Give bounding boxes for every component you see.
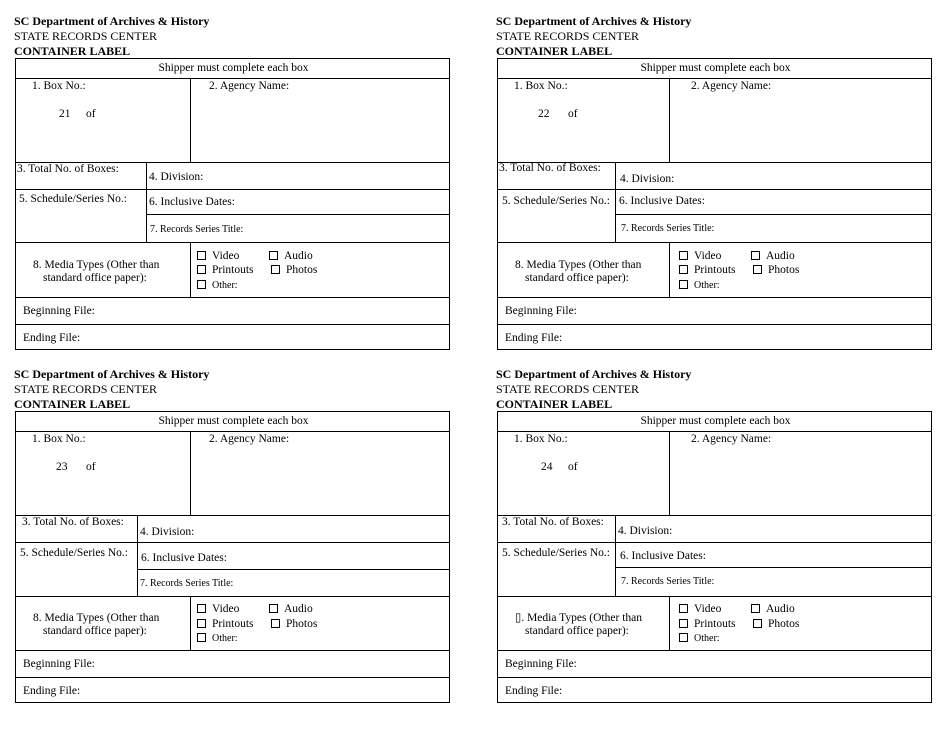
- box-no-label: 1. Box No.:: [32, 80, 86, 92]
- video-option[interactable]: Video: [679, 603, 721, 616]
- box-no-value[interactable]: 23: [56, 461, 68, 473]
- audio-option[interactable]: Audio: [269, 603, 313, 616]
- audio-option[interactable]: Audio: [269, 250, 313, 263]
- printouts-option[interactable]: Printouts: [679, 264, 736, 277]
- agency-name-label: 2. Agency Name:: [209, 433, 290, 445]
- label-title: CONTAINER LABEL: [496, 397, 613, 411]
- photos-option[interactable]: Photos: [271, 618, 317, 631]
- records-series-title-label: 7. Records Series Title:: [621, 223, 715, 234]
- other-option[interactable]: Other:: [679, 632, 720, 645]
- records-center-name: STATE RECORDS CENTER: [496, 29, 640, 43]
- box-of-label: of: [568, 108, 578, 120]
- box-no-value[interactable]: 22: [538, 108, 550, 120]
- photos-option[interactable]: Photos: [271, 264, 317, 277]
- media-types-label-2: standard office paper):: [43, 625, 147, 637]
- photos-checkbox[interactable]: [271, 265, 280, 274]
- label-header: [14, 367, 452, 412]
- audio-checkbox[interactable]: [269, 251, 278, 260]
- label-header: [496, 367, 934, 412]
- video-checkbox[interactable]: [679, 251, 688, 260]
- video-checkbox[interactable]: [197, 251, 206, 260]
- label-form: [15, 411, 450, 703]
- division-label: 4. Division:: [618, 525, 673, 537]
- shipper-note: Shipper must complete each box: [640, 62, 791, 74]
- records-center-name: STATE RECORDS CENTER: [496, 382, 640, 396]
- printouts-checkbox[interactable]: [679, 619, 688, 628]
- total-boxes-label: 3. Total No. of Boxes:: [17, 163, 119, 175]
- container-label-4: [496, 367, 934, 697]
- photos-checkbox[interactable]: [271, 619, 280, 628]
- audio-checkbox[interactable]: [751, 251, 760, 260]
- photos-option[interactable]: Photos: [753, 618, 799, 631]
- printouts-checkbox[interactable]: [197, 619, 206, 628]
- video-option[interactable]: Video: [197, 250, 239, 263]
- total-boxes-label: 3. Total No. of Boxes:: [22, 516, 124, 528]
- audio-checkbox[interactable]: [751, 604, 760, 613]
- media-types-label-2: standard office paper):: [525, 625, 629, 637]
- inclusive-dates-label: 6. Inclusive Dates:: [149, 196, 235, 208]
- media-types-label: 8. Media Types (Other than: [33, 612, 160, 624]
- other-option[interactable]: Other:: [197, 279, 238, 292]
- records-series-title-label: 7. Records Series Title:: [150, 224, 244, 235]
- box-no-value[interactable]: 24: [541, 461, 553, 473]
- shipper-note: Shipper must complete each box: [158, 415, 309, 427]
- label-title: CONTAINER LABEL: [14, 397, 131, 411]
- printouts-option[interactable]: Printouts: [197, 264, 254, 277]
- other-checkbox[interactable]: [197, 280, 206, 289]
- division-label: 4. Division:: [620, 173, 675, 185]
- division-label: 4. Division:: [140, 526, 195, 538]
- inclusive-dates-label: 6. Inclusive Dates:: [141, 552, 227, 564]
- printouts-option[interactable]: Printouts: [679, 618, 736, 631]
- ending-file-label: Ending File:: [23, 685, 81, 697]
- agency-name-label: 2. Agency Name:: [691, 433, 772, 445]
- video-option[interactable]: Video: [197, 603, 239, 616]
- container-label-2: [496, 14, 934, 344]
- label-title: CONTAINER LABEL: [496, 44, 613, 58]
- box-no-label: 1. Box No.:: [514, 80, 568, 92]
- photos-option[interactable]: Photos: [753, 264, 799, 277]
- total-boxes-label: 3. Total No. of Boxes:: [502, 516, 604, 528]
- other-checkbox[interactable]: [679, 280, 688, 289]
- records-series-title-label: 7. Records Series Title:: [621, 576, 715, 587]
- video-checkbox[interactable]: [679, 604, 688, 613]
- container-label-1: [14, 14, 452, 344]
- department-name: SC Department of Archives & History: [496, 367, 692, 381]
- schedule-series-label: 5. Schedule/Series No.:: [20, 547, 128, 559]
- records-series-title-label: 7. Records Series Title:: [140, 578, 234, 589]
- other-checkbox[interactable]: [679, 633, 688, 642]
- media-types-label: 8. Media Types (Other than: [33, 259, 160, 271]
- printouts-checkbox[interactable]: [197, 265, 206, 274]
- label-form: [497, 58, 932, 350]
- media-types-label-2: standard office paper):: [525, 272, 629, 284]
- label-form: [497, 411, 932, 703]
- box-of-label: of: [86, 461, 96, 473]
- inclusive-dates-label: 6. Inclusive Dates:: [620, 550, 706, 562]
- shipper-note: Shipper must complete each box: [640, 415, 791, 427]
- department-name: SC Department of Archives & History: [14, 367, 210, 381]
- printouts-checkbox[interactable]: [679, 265, 688, 274]
- agency-name-label: 2. Agency Name:: [209, 80, 290, 92]
- beginning-file-label: Beginning File:: [23, 305, 95, 317]
- schedule-series-label: 5. Schedule/Series No.:: [19, 193, 127, 205]
- beginning-file-label: Beginning File:: [505, 658, 577, 670]
- label-form: [15, 58, 450, 350]
- schedule-series-label: 5. Schedule/Series No.:: [502, 547, 610, 559]
- label-header: [14, 14, 452, 59]
- agency-name-label: 2. Agency Name:: [691, 80, 772, 92]
- media-types-label: 8. Media Types (Other than: [515, 259, 642, 271]
- schedule-series-label: 5. Schedule/Series No.:: [502, 195, 610, 207]
- division-label: 4. Division:: [149, 171, 204, 183]
- ending-file-label: Ending File:: [23, 332, 81, 344]
- media-types-label: ▯. Media Types (Other than: [515, 612, 642, 624]
- box-of-label: of: [86, 108, 96, 120]
- audio-checkbox[interactable]: [269, 604, 278, 613]
- other-option[interactable]: Other:: [197, 632, 238, 645]
- department-name: SC Department of Archives & History: [14, 14, 210, 28]
- ending-file-label: Ending File:: [505, 685, 563, 697]
- beginning-file-label: Beginning File:: [23, 658, 95, 670]
- other-checkbox[interactable]: [197, 633, 206, 642]
- ending-file-label: Ending File:: [505, 332, 563, 344]
- audio-option[interactable]: Audio: [751, 250, 795, 263]
- photos-checkbox[interactable]: [753, 619, 762, 628]
- box-no-value[interactable]: 21: [59, 108, 71, 120]
- records-center-name: STATE RECORDS CENTER: [14, 382, 158, 396]
- photos-checkbox[interactable]: [753, 265, 762, 274]
- shipper-note: Shipper must complete each box: [158, 62, 309, 74]
- printouts-option[interactable]: Printouts: [197, 618, 254, 631]
- beginning-file-label: Beginning File:: [505, 305, 577, 317]
- inclusive-dates-label: 6. Inclusive Dates:: [619, 195, 705, 207]
- video-option[interactable]: Video: [679, 250, 721, 263]
- box-no-label: 1. Box No.:: [514, 433, 568, 445]
- media-types-label-2: standard office paper):: [43, 272, 147, 284]
- box-of-label: of: [568, 461, 578, 473]
- department-name: SC Department of Archives & History: [496, 14, 692, 28]
- total-boxes-label: 3. Total No. of Boxes:: [499, 162, 601, 174]
- video-checkbox[interactable]: [197, 604, 206, 613]
- label-title: CONTAINER LABEL: [14, 44, 131, 58]
- label-header: [496, 14, 934, 59]
- records-center-name: STATE RECORDS CENTER: [14, 29, 158, 43]
- other-option[interactable]: Other:: [679, 279, 720, 292]
- container-label-3: [14, 367, 452, 697]
- box-no-label: 1. Box No.:: [32, 433, 86, 445]
- audio-option[interactable]: Audio: [751, 603, 795, 616]
